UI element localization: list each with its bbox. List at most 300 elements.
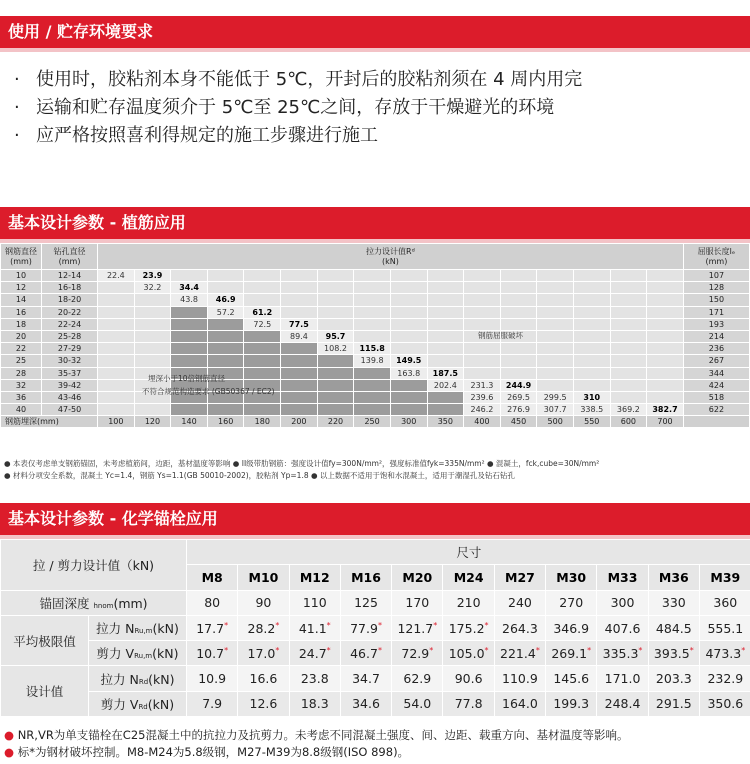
anchor-value: 199.3 [546,691,597,716]
empty-cell [573,270,610,282]
anchor-value: 77.8 [443,691,494,716]
force-type-label: 剪力 VRd(kN) [89,691,187,716]
anchor-value: 34.7 [340,666,391,691]
steel-failure-star-icon: * [484,645,489,655]
anchor-value: 145.6 [546,666,597,691]
steel-failure-star-icon: * [433,620,438,630]
steel-failure-star-icon: * [224,620,229,630]
tension-value: 108.2 [317,343,354,355]
empty-cell [317,367,354,379]
empty-cell [537,306,574,318]
empty-cell [610,343,647,355]
empty-cell [647,270,684,282]
embed-depth: 450 [500,416,537,428]
empty-cell [647,367,684,379]
rebar-row [1,404,750,416]
embed-depth: 300 [390,416,427,428]
empty-cell [427,330,464,342]
rebar-row [1,367,750,379]
anchor-value: 7.9 [187,691,238,716]
rebar-diameter: 40 [1,404,42,416]
anchor-note-line: ● 标*为钢材破坏控制。M8-M24为5.8级钢，M27-M39为8.8级钢(ISO 898)。 [4,745,410,759]
steel-failure-star-icon: * [429,645,434,655]
anchor-notes [4,727,628,761]
anchor-value: 346.9 [546,615,597,640]
depth-row [1,590,750,615]
empty-cell [207,355,244,367]
anchor-value: 23.8 [289,666,340,691]
empty-cell [647,391,684,403]
empty-cell [98,355,135,367]
embed-depth: 550 [573,416,610,428]
anchor-value: 484.5 [648,615,699,640]
rebar-row [1,355,750,367]
depth-label: 锚固深度 hnom(mm) [1,590,187,615]
anchor-depth: 170 [392,590,443,615]
empty-cell [98,379,135,391]
anchor-value: 248.4 [597,691,648,716]
empty-cell [134,318,171,330]
storage-bullet-list [14,66,744,150]
steel-failure-star-icon: * [638,645,643,655]
empty-cell [98,294,135,306]
rebar-note-line: ● 材料分项安全系数，混凝土 Yc=1.4，钢筋 Ys=1.1(GB 50010-2002)，胶粘剂 Yp=1.8 ● 以上数据不适用于饱和水混凝土，适用于潮湿孔及钻石钻孔 [4,471,515,480]
empty-cell [573,306,610,318]
empty-cell [317,306,354,318]
anchor-value: 28.2* [238,615,289,640]
rebar-diameter: 36 [1,391,42,403]
yield-length-header: 屈服长度lₑ (mm) [683,244,749,270]
empty-cell [610,270,647,282]
empty-cell [610,318,647,330]
empty-cell [390,306,427,318]
empty-cell [610,306,647,318]
empty-cell [281,367,318,379]
empty-cell [390,270,427,282]
steel-failure-star-icon: * [377,645,382,655]
anchor-value: 121.7* [392,615,443,640]
yield-length: 150 [683,294,749,306]
anchor-size: M33 [597,565,648,590]
empty-cell [317,391,354,403]
anchor-value: 17.7* [187,615,238,640]
empty-cell [464,367,501,379]
tension-value: 382.7 [647,404,684,416]
rebar-diameter: 32 [1,379,42,391]
empty-cell [537,318,574,330]
empty-cell [281,355,318,367]
embed-depth: 180 [244,416,281,428]
anchor-value: 105.0* [443,641,494,666]
empty-cell [98,404,135,416]
empty-cell [244,294,281,306]
tension-design-header: 拉力设计值Rᵈ (kN) [98,244,684,270]
empty-cell [244,330,281,342]
empty-cell [281,404,318,416]
anchor-size: M10 [238,565,289,590]
empty-cell [610,391,647,403]
shallow-embed-note: 埋深小于10倍钢筋直径 [148,374,226,383]
design-value-label: 设计值 [1,666,89,717]
steel-failure-star-icon: * [326,620,331,630]
empty-cell [171,355,208,367]
anchor-size: M39 [699,565,750,590]
empty-cell [244,355,281,367]
empty-cell [390,391,427,403]
empty-cell [317,318,354,330]
tension-value: 22.4 [98,270,135,282]
anchor-depth: 90 [238,590,289,615]
embed-depth: 700 [647,416,684,428]
force-header-label: 拉 / 剪力设计值（kN) [1,540,187,591]
tension-value: 299.5 [537,391,574,403]
steel-failure-star-icon: * [587,645,592,655]
empty-cell [134,330,171,342]
anchor-depth: 125 [340,590,391,615]
anchor-value: 24.7* [289,641,340,666]
empty-cell [281,270,318,282]
embed-depth: 100 [98,416,135,428]
tension-value: 57.2 [207,306,244,318]
empty-cell [610,367,647,379]
empty-cell [500,367,537,379]
empty-cell [171,404,208,416]
anchor-size: M16 [340,565,391,590]
empty-cell [390,379,427,391]
force-type-label: 剪力 VRu,m(kN) [89,641,187,666]
empty-cell [573,379,610,391]
rebar-row [1,330,750,342]
anchor-value: 54.0 [392,691,443,716]
empty-cell [171,270,208,282]
empty-cell [427,355,464,367]
empty-cell [573,355,610,367]
empty-cell [98,367,135,379]
anchor-depth: 300 [597,590,648,615]
empty-cell [464,355,501,367]
empty-cell [573,294,610,306]
empty-cell [390,330,427,342]
empty-cell [647,294,684,306]
steel-failure-star-icon: * [689,645,694,655]
hole-diameter: 47-50 [42,404,98,416]
empty-cell [244,343,281,355]
empty-cell [573,343,610,355]
empty-cell [427,391,464,403]
steel-failure-star-icon: * [326,645,331,655]
tension-value: 43.8 [171,294,208,306]
empty-cell [207,330,244,342]
empty-cell [207,404,244,416]
rebar-row [1,379,750,391]
embed-depth: 160 [207,416,244,428]
empty-cell [500,270,537,282]
tension-value: 338.5 [573,404,610,416]
empty-cell [427,306,464,318]
empty-cell [354,294,391,306]
yield-failure-note: 钢筋屈服破坏 [478,331,523,340]
empty-cell [537,294,574,306]
depth-footer-row [1,416,750,428]
embed-depth: 600 [610,416,647,428]
hole-diameter: 12-14 [42,270,98,282]
anchor-value: 10.9 [187,666,238,691]
anchor-value: 17.0* [238,641,289,666]
anchor-size: M30 [546,565,597,590]
empty-cell [537,367,574,379]
tension-value: 32.2 [134,282,171,294]
hole-diameter: 30-32 [42,355,98,367]
rebar-row [1,343,750,355]
anchor-value: 232.9 [699,666,750,691]
hole-diameter: 18-20 [42,294,98,306]
empty-cell [207,343,244,355]
empty-cell [317,294,354,306]
anchor-value: 10.7* [187,641,238,666]
embed-depth: 220 [317,416,354,428]
empty-cell [171,343,208,355]
anchor-value: 16.6 [238,666,289,691]
empty-cell [610,379,647,391]
tension-value: 115.8 [354,343,391,355]
tension-value: 310 [573,391,610,403]
anchor-value: 72.9* [392,641,443,666]
empty-cell [171,318,208,330]
steel-failure-star-icon: * [741,645,746,655]
bullet-item: · 应严格按照喜利得规定的施工步骤进行施工 [14,125,378,146]
empty-cell [98,391,135,403]
empty-cell [500,306,537,318]
hole-diameter-header: 钻孔直径 (mm) [42,244,98,270]
empty-cell [390,282,427,294]
code-requirement-note: 不符合规范构造要求 (GB50367 / EC2) [142,387,275,396]
empty-cell [647,379,684,391]
rebar-row [1,282,750,294]
hole-diameter: 27-29 [42,343,98,355]
empty-cell [573,318,610,330]
empty-cell [573,367,610,379]
rebar-row [1,306,750,318]
empty-cell [134,404,171,416]
empty-cell [98,343,135,355]
empty-cell [537,270,574,282]
rebar-header-row [1,244,750,270]
empty-cell [134,343,171,355]
anchor-value: 110.9 [494,666,545,691]
anchor-value: 393.5* [648,641,699,666]
anchor-depth: 360 [699,590,750,615]
rebar-row [1,318,750,330]
empty-cell [390,318,427,330]
average-ultimate-label: 平均极限值 [1,615,89,666]
empty-cell [207,270,244,282]
rebar-diameter: 16 [1,306,42,318]
empty-cell [281,379,318,391]
empty-cell [317,379,354,391]
yield-length: 128 [683,282,749,294]
empty-cell [573,282,610,294]
empty-cell [500,355,537,367]
empty-cell [354,367,391,379]
tension-value: 187.5 [427,367,464,379]
empty-cell [610,355,647,367]
rebar-diameter: 22 [1,343,42,355]
hole-diameter: 43-46 [42,391,98,403]
empty-cell [427,294,464,306]
anchor-depth: 210 [443,590,494,615]
embed-depth: 120 [134,416,171,428]
steel-failure-star-icon: * [484,620,489,630]
embed-depth: 250 [354,416,391,428]
empty-cell [281,391,318,403]
anchor-depth: 80 [187,590,238,615]
yield-length: 236 [683,343,749,355]
anchor-value: 291.5 [648,691,699,716]
rebar-row [1,391,750,403]
empty-cell [647,318,684,330]
empty-cell [464,306,501,318]
empty-cell [610,282,647,294]
empty-cell [171,330,208,342]
tension-value: 95.7 [317,330,354,342]
steel-failure-star-icon: * [535,645,540,655]
yield-length: 193 [683,318,749,330]
anchor-value: 264.3 [494,615,545,640]
yield-length: 344 [683,367,749,379]
empty-cell [354,391,391,403]
tension-value: 72.5 [244,318,281,330]
empty-cell [317,355,354,367]
anchor-value: 350.6 [699,691,750,716]
rebar-design-table [0,243,750,428]
embed-depth: 400 [464,416,501,428]
embed-depth: 350 [427,416,464,428]
empty-cell [427,343,464,355]
size-header: 尺寸 [187,540,750,565]
hole-diameter: 39-42 [42,379,98,391]
anchor-value: 407.6 [597,615,648,640]
hole-diameter: 16-18 [42,282,98,294]
yield-length: 424 [683,379,749,391]
empty-cell [244,282,281,294]
rebar-diameter: 10 [1,270,42,282]
empty-cell [281,343,318,355]
anchor-size: M12 [289,565,340,590]
anchor-value: 90.6 [443,666,494,691]
tension-value: 307.7 [537,404,574,416]
anchor-value: 171.0 [597,666,648,691]
empty-cell [207,282,244,294]
empty-cell [354,379,391,391]
rebar-diameter-header: 钢筋直径 (mm) [1,244,42,270]
empty-cell [134,294,171,306]
empty-cell [98,306,135,318]
yield-length: 518 [683,391,749,403]
anchor-design-table [0,539,750,717]
rebar-row [1,270,750,282]
tension-value: 34.4 [171,282,208,294]
empty-cell [537,343,574,355]
empty-cell [427,404,464,416]
empty-cell [171,306,208,318]
empty-cell [98,330,135,342]
empty-cell [537,282,574,294]
empty-cell [281,306,318,318]
anchor-value: 203.3 [648,666,699,691]
empty-cell [354,270,391,282]
empty-cell [427,318,464,330]
embed-depth: 500 [537,416,574,428]
anchor-value-row [1,615,750,640]
empty-cell [354,282,391,294]
anchor-depth: 330 [648,590,699,615]
empty-cell [354,318,391,330]
empty-cell [281,294,318,306]
empty-cell [464,318,501,330]
anchor-value: 555.1 [699,615,750,640]
empty-cell [464,343,501,355]
yield-length: 171 [683,306,749,318]
empty-cell [354,330,391,342]
tension-value: 139.8 [354,355,391,367]
anchor-size: M8 [187,565,238,590]
empty-cell [683,416,749,428]
yield-length: 107 [683,270,749,282]
tension-value: 246.2 [464,404,501,416]
rebar-row [1,294,750,306]
empty-cell [244,367,281,379]
section-title-anchor: 基本设计参数 - 化学锚栓应用 [0,503,750,535]
anchor-value-row [1,641,750,666]
empty-cell [464,294,501,306]
steel-failure-star-icon: * [275,645,280,655]
empty-cell [354,306,391,318]
empty-cell [427,270,464,282]
empty-cell [317,282,354,294]
force-type-label: 拉力 NRd(kN) [89,666,187,691]
rebar-diameter: 28 [1,367,42,379]
empty-cell [98,318,135,330]
empty-cell [500,318,537,330]
empty-cell [244,404,281,416]
embed-depth: 140 [171,416,208,428]
anchor-value: 62.9 [392,666,443,691]
rebar-note-line: ● 本表仅考虑单支钢筋锚固，未考虑植筋间，边距，基材温度等影响 ● II级带肋钢筋：强度设计值fy=300N/mm²，强度标准值fyk=335N/mm² ● 混凝土，fck,cube=30N/mm² [4,459,600,468]
empty-cell [244,270,281,282]
empty-cell [207,318,244,330]
empty-cell [317,270,354,282]
empty-cell [98,282,135,294]
section-title-storage: 使用 / 贮存环境要求 [0,16,750,48]
empty-cell [500,282,537,294]
empty-cell [281,282,318,294]
empty-cell [610,330,647,342]
empty-cell [647,306,684,318]
anchor-size: M27 [494,565,545,590]
rebar-diameter: 12 [1,282,42,294]
empty-cell [317,404,354,416]
anchor-header-row [1,540,750,565]
section-title-rebar: 基本设计参数 - 植筋应用 [0,207,750,239]
embed-depth: 200 [281,416,318,428]
rebar-diameter: 14 [1,294,42,306]
empty-cell [537,330,574,342]
anchor-value: 77.9* [340,615,391,640]
rebar-diameter: 20 [1,330,42,342]
empty-cell [537,379,574,391]
yield-length: 622 [683,404,749,416]
empty-cell [573,330,610,342]
